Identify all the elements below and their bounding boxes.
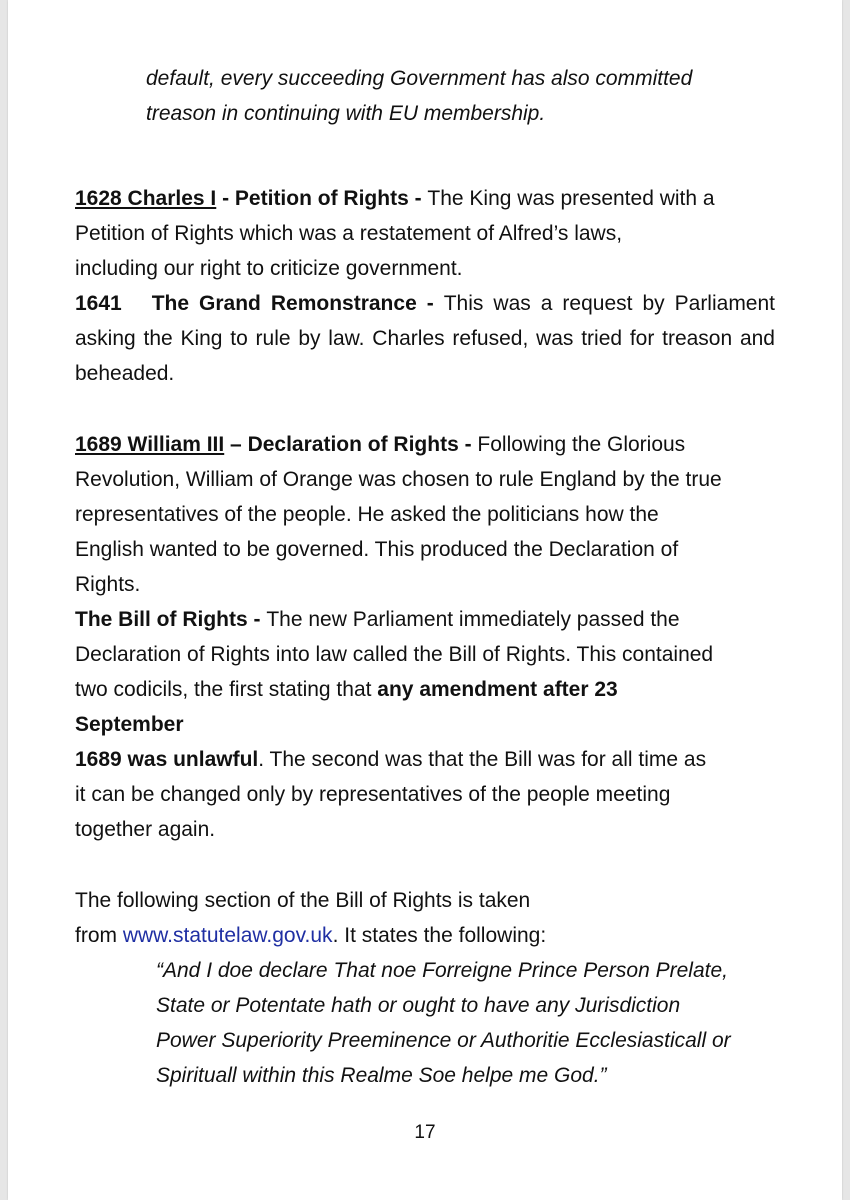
statute-line-1: The following section of the Bill of Rights is taken	[75, 889, 531, 912]
heading-1689-william: 1689 William III	[75, 433, 225, 456]
paragraph-1689-line-1	[75, 427, 775, 462]
heading-1628-charles: 1628 Charles I	[75, 187, 217, 210]
section-1628-1641	[75, 181, 775, 391]
heading-petition-of-rights: - Petition of Rights -	[216, 187, 428, 210]
paragraph-1641	[75, 286, 775, 391]
paragraph-1689-line-4: English wanted to be governed. This produced the Declaration of	[75, 538, 679, 561]
paragraph-1689-line-2: Revolution, William of Orange was chosen to rule England by the true	[75, 468, 722, 491]
bill-line-5	[75, 742, 775, 777]
statutelaw-link[interactable]: www.statutelaw.gov.uk	[122, 924, 333, 947]
bill-bold-amendment: any amendment after 23	[377, 678, 618, 701]
bill-text-3: two codicils, the first stating that	[75, 678, 378, 701]
bill-line-4: September	[75, 713, 184, 736]
bill-text-1: The new Parliament immediately passed the	[266, 608, 680, 631]
bill-line-7: together again.	[75, 818, 216, 841]
paragraph-1628-text-1: The King was presented with a	[427, 187, 715, 210]
intro-quote-line-1: default, every succeeding Government has also committed	[146, 67, 693, 90]
paragraph-1689-line-3: representatives of the people. He asked the politicians how the	[75, 503, 659, 526]
paragraph-1628-line-3: including our right to criticize government.	[75, 257, 463, 280]
bill-quote-line-4: Spirituall within this Realme Soe helpe me God.”	[156, 1064, 607, 1087]
page-number: 17	[414, 1122, 436, 1143]
heading-1641-grand-remonstrance: 1641 The Grand Remonstrance -	[75, 292, 444, 315]
bill-line-1	[75, 602, 775, 637]
bill-line-3	[75, 672, 775, 707]
bill-text-5: . The second was that the Bill was for all time as	[258, 748, 707, 771]
paragraph-1689-line-5: Rights.	[75, 573, 141, 596]
bill-quote-line-3: Power Superiority Preeminence or Authoritie Ecclesiasticall or	[156, 1029, 731, 1052]
heading-declaration-of-rights: – Declaration of Rights -	[224, 433, 478, 456]
section-statute	[75, 883, 775, 1093]
paragraph-1641-text-1: This was a request by Parliament	[443, 292, 776, 315]
statute-suffix: . It states the following:	[332, 924, 547, 947]
paragraph-1641-text-2: asking the King to rule by law. Charles refused, was tried for	[75, 327, 655, 350]
paragraph-1641-text-3: treason and beheaded.	[75, 327, 775, 385]
paragraph-1628-line-2: Petition of Rights which was a restatement of Alfred’s laws,	[75, 222, 623, 245]
bill-quote-line-1: “And I doe declare That noe Forreigne Prince Person Prelate,	[156, 959, 728, 982]
bill-bold-unlawful: 1689 was unlawful	[75, 748, 259, 771]
intro-quote	[146, 61, 766, 131]
paragraph-1689-text-1: Following the Glorious	[477, 433, 686, 456]
bill-line-2: Declaration of Rights into law called the Bill of Rights. This contained	[75, 643, 714, 666]
intro-quote-line-2: treason in continuing with EU membership.	[146, 102, 546, 125]
statute-prefix: from	[75, 924, 123, 947]
paragraph-1628-line-1	[75, 181, 775, 216]
heading-bill-of-rights: The Bill of Rights -	[75, 608, 267, 631]
document-page	[8, 0, 842, 1200]
statute-line-2	[75, 918, 775, 953]
bill-quote-line-2: State or Potentate hath or ought to have any Jurisdiction	[156, 994, 681, 1017]
bill-line-6: it can be changed only by representatives of the people meeting	[75, 783, 671, 806]
section-1689	[75, 427, 775, 847]
